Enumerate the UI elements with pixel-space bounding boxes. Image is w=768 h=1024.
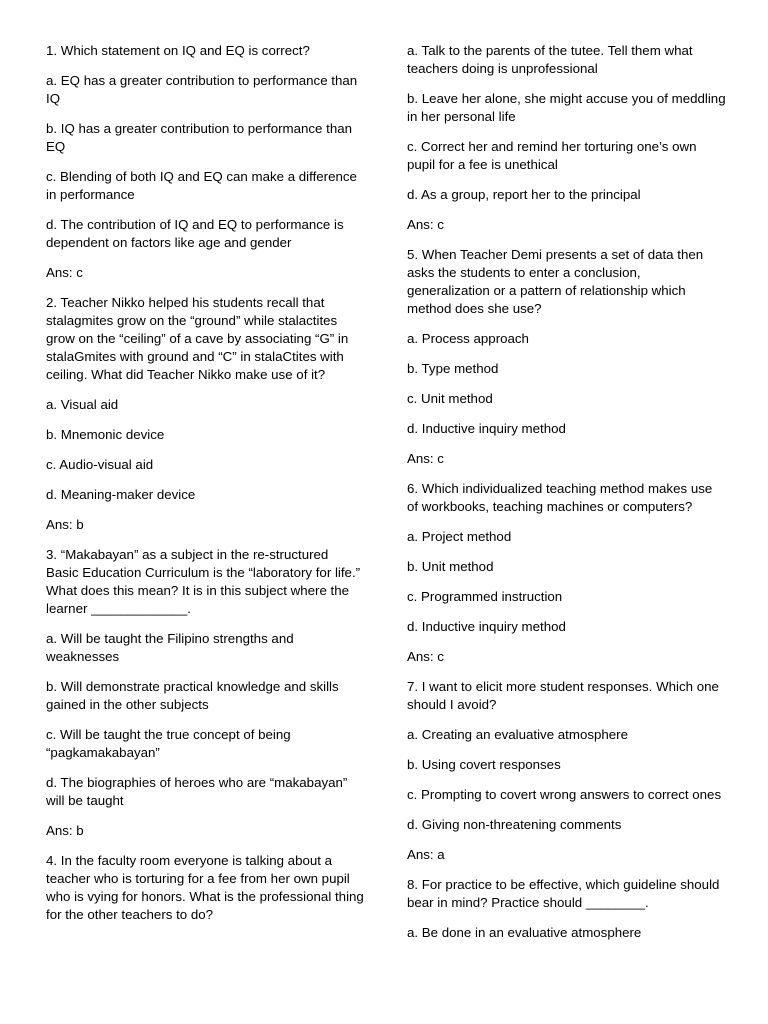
question-4-option-a: a. Talk to the parents of the tutee. Tell them what teachers doing is unprofessional bbox=[407, 43, 693, 76]
question-7-option-c: c. Prompting to covert wrong answers to correct ones bbox=[407, 787, 722, 802]
question-2-stem: 2. Teacher Nikko helped his students recall that stalagmites grow on the “ground” while stalactites grow on the “ceiling” of a cave by associating “G” in stalaGmites with ground and “C” in stalaCtites with ceiling. What did Teacher Nikko make use of it? bbox=[46, 295, 349, 382]
question-6-option-d: d. Inductive inquiry method bbox=[407, 619, 566, 634]
question-7-option-b: b. Using covert responses bbox=[407, 757, 561, 772]
question-2-option-d: d. Meaning-maker device bbox=[46, 487, 196, 502]
question-1-option-c: c. Blending of both IQ and EQ can make a difference in performance bbox=[46, 169, 357, 202]
question-3-option-d: d. The biographies of heroes who are “makabayan” will be taught bbox=[46, 775, 348, 808]
question-2-option-c: c. Audio-visual aid bbox=[46, 457, 154, 472]
question-1-answer: Ans: c bbox=[46, 265, 83, 280]
question-5-option-a: a. Process approach bbox=[407, 331, 529, 346]
question-5-answer: Ans: c bbox=[407, 451, 444, 466]
left-column bbox=[46, 42, 364, 936]
question-7-option-a: a. Creating an evaluative atmosphere bbox=[407, 727, 629, 742]
question-7-stem: 7. I want to elicit more student responses. Which one should I avoid? bbox=[407, 679, 719, 712]
question-3-stem: 3. “Makabayan” as a subject in the re-structured Basic Education Curriculum is the “laboratory for life.” What does this mean? It is in this subject where the learner _____________. bbox=[46, 547, 361, 616]
question-4-stem: 4. In the faculty room everyone is talking about a teacher who is torturing for a fee from her own pupil who is vying for honors. What is the professional thing for the other teachers to do? bbox=[46, 853, 364, 922]
question-6-option-c: c. Programmed instruction bbox=[407, 589, 563, 604]
question-5-stem: 5. When Teacher Demi presents a set of data then asks the students to enter a conclusion, generalization or a pattern of relationship which method does she use? bbox=[407, 247, 704, 316]
question-7-option-d: d. Giving non-threatening comments bbox=[407, 817, 622, 832]
question-5-option-c: c. Unit method bbox=[407, 391, 493, 406]
question-4-option-b: b. Leave her alone, she might accuse you of meddling in her personal life bbox=[407, 91, 726, 124]
question-4-option-c: c. Correct her and remind her torturing one’s own pupil for a fee is unethical bbox=[407, 139, 697, 172]
question-5-option-d: d. Inductive inquiry method bbox=[407, 421, 566, 436]
question-2-option-b: b. Mnemonic device bbox=[46, 427, 165, 442]
question-3-answer: Ans: b bbox=[46, 823, 84, 838]
question-4-answer: Ans: c bbox=[407, 217, 444, 232]
question-1-option-a: a. EQ has a greater contribution to performance than IQ bbox=[46, 73, 358, 106]
question-7-answer: Ans: a bbox=[407, 847, 445, 862]
question-6-stem: 6. Which individualized teaching method makes use of workbooks, teaching machines or computers? bbox=[407, 481, 713, 514]
question-6-option-a: a. Project method bbox=[407, 529, 512, 544]
question-6-option-b: b. Unit method bbox=[407, 559, 494, 574]
question-6-answer: Ans: c bbox=[407, 649, 444, 664]
question-8-option-a: a. Be done in an evaluative atmosphere bbox=[407, 925, 642, 940]
question-4-option-d: d. As a group, report her to the principal bbox=[407, 187, 641, 202]
question-3-option-b: b. Will demonstrate practical knowledge and skills gained in the other subjects bbox=[46, 679, 339, 712]
question-1-option-b: b. IQ has a greater contribution to performance than EQ bbox=[46, 121, 353, 154]
question-2-answer: Ans: b bbox=[46, 517, 84, 532]
question-3-option-a: a. Will be taught the Filipino strengths and weaknesses bbox=[46, 631, 294, 664]
question-2-option-a: a. Visual aid bbox=[46, 397, 119, 412]
question-5-option-b: b. Type method bbox=[407, 361, 499, 376]
question-1-stem: 1. Which statement on IQ and EQ is correct? bbox=[46, 43, 310, 58]
question-1-option-d: d. The contribution of IQ and EQ to performance is dependent on factors like age and gender bbox=[46, 217, 344, 250]
right-column bbox=[407, 42, 727, 954]
question-8-stem: 8. For practice to be effective, which guideline should bear in mind? Practice should ________. bbox=[407, 877, 720, 910]
question-3-option-c: c. Will be taught the true concept of being “pagkamakabayan” bbox=[46, 727, 291, 760]
